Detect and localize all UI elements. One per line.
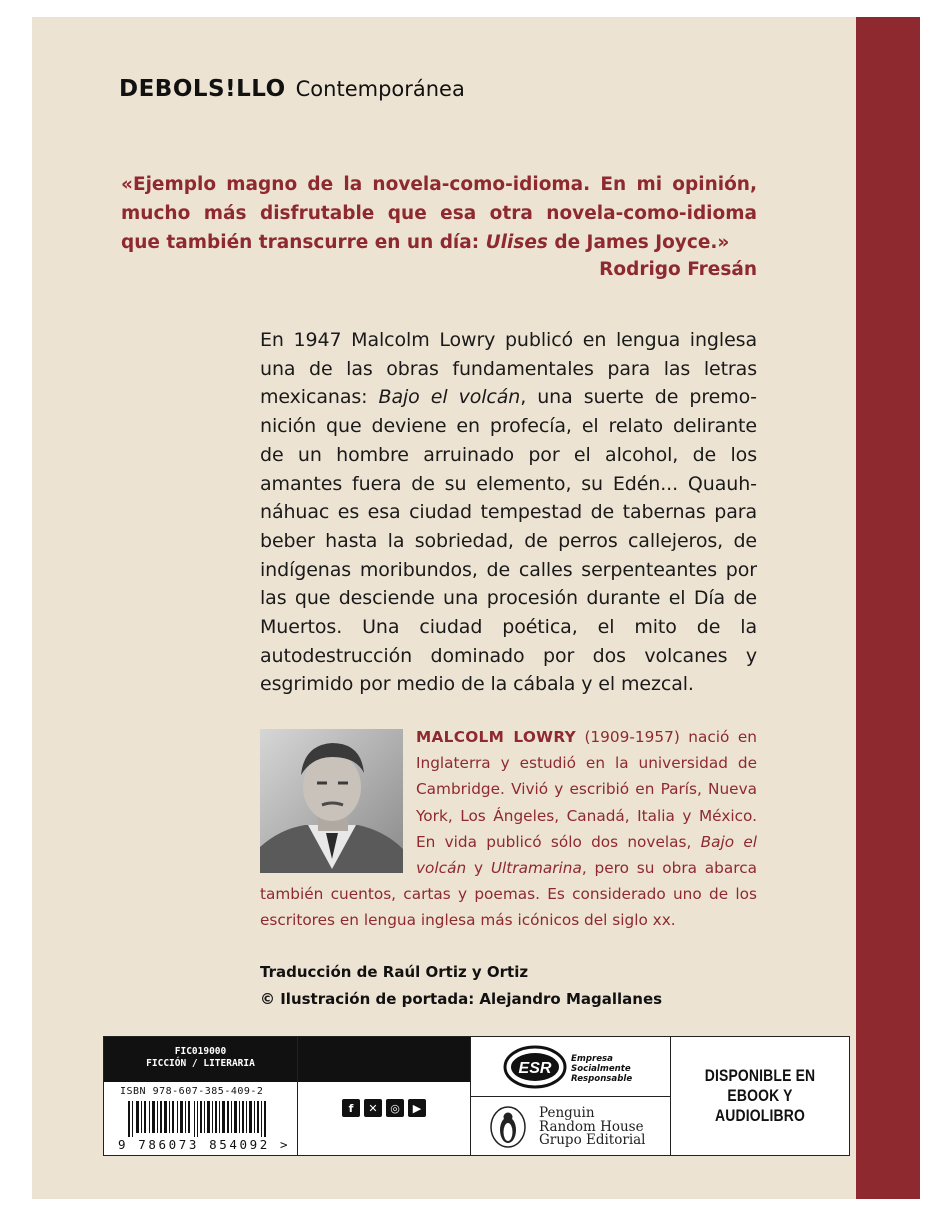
barcode	[128, 1101, 276, 1137]
bio-book-2: Ultramarina	[490, 859, 582, 878]
esr-badge-text: ESR	[518, 1060, 552, 1077]
publisher-logos-panel	[471, 1037, 671, 1155]
bio-text-1: (1909-1957) nació en Inglaterra y estudió en la universidad de Cambridge. Vivió y escribió en París, Nueva York, Los Ángeles, Canadá, Italia y México. En vida publicó sólo dos novelas,	[416, 728, 757, 851]
penguin-icon	[489, 1105, 527, 1149]
esr-line-3: Responsable	[571, 1074, 633, 1084]
collection-name: Contemporánea	[295, 77, 465, 101]
author-bio	[260, 724, 757, 934]
social-panel	[298, 1037, 471, 1155]
category-box	[104, 1037, 297, 1082]
isbn-label: ISBN 978-607-385-409-2	[120, 1086, 264, 1097]
publisher-brand: DEBOLS!LLO	[119, 76, 286, 102]
credits	[260, 959, 662, 1013]
prh-wordmark	[539, 1107, 646, 1148]
quote-book-title: Ulises	[485, 232, 548, 253]
bottom-info-bar	[103, 1036, 850, 1156]
esr-line-1: Empresa	[571, 1054, 613, 1064]
blurb-quote	[121, 170, 757, 257]
bio-book-1: Bajo el volcán	[416, 832, 757, 878]
bio-connector: y	[466, 859, 491, 878]
availability-line-1: DISPONIBLE EN	[704, 1066, 816, 1085]
social-header-block	[298, 1037, 470, 1082]
category-label: FICCIÓN / LITERARIA	[146, 1058, 255, 1069]
availability-panel	[671, 1037, 849, 1155]
isbn-panel	[104, 1037, 298, 1155]
synopsis-book-title: Bajo el volcán	[378, 386, 521, 409]
quote-text-after: de James Joyce.»	[547, 232, 730, 253]
prh-line-3: Grupo Editorial	[539, 1132, 646, 1148]
esr-logo	[471, 1037, 670, 1097]
instagram-icon[interactable]: ◎	[386, 1099, 404, 1117]
esr-badge-icon	[503, 1045, 567, 1089]
author-name: MALCOLM LOWRY	[416, 728, 576, 746]
synopsis-part-1: En 1947 Malcolm Lowry publicó en lengua inglesa una de las obras fundamentales para las letras mexicanas:	[260, 329, 757, 409]
synopsis-part-2: , una suerte de premonición que deviene en profecía, el relato delirante de un hombre arruinado por el alcohol, de los amantes fuera de su elemento, su Edén... Quauhnáhuac es esa ciudad tempestad de tabernas para beber hasta la sobriedad, de perros callejeros, de indígenas moribundos, de calles serpenteantes por las que desciende una procesión durante el Día de Muertos. Una ciudad poética, el mito de la autodestrucción dominado por dos volcanes y esgrimido por medio de la cábala y el mezcal.	[260, 386, 757, 696]
translation-credit: Traducción de Raúl Ortiz y Ortiz	[260, 963, 529, 981]
prh-line-1: Penguin	[539, 1105, 595, 1121]
bio-text-2: , pero su obra abarca también cuentos, cartas y poemas. Es considerado uno de los escritores en lengua inglesa más icónicos del siglo xx.	[260, 859, 758, 930]
spine-band	[856, 17, 920, 1199]
facebook-icon[interactable]: f	[342, 1099, 360, 1117]
quote-text-before: «Ejemplo magno de la novela-como-idioma. En mi opinión, mucho más disfrutable que esa otra novela-como-idioma que también transcurre en un día:	[121, 174, 757, 253]
esr-text	[571, 1054, 632, 1084]
category-code: FIC019000	[174, 1046, 227, 1057]
barcode-digits: 9 786073 854092 >	[118, 1137, 291, 1152]
availability-line-2: EBOOK Y AUDIOLIBRO	[715, 1086, 805, 1125]
social-icons	[342, 1099, 426, 1117]
prh-line-2: Random House	[539, 1118, 644, 1135]
esr-line-2: Socialmente	[571, 1064, 631, 1074]
x-icon[interactable]: ✕	[364, 1099, 382, 1117]
availability-text	[687, 1066, 833, 1126]
illustration-credit: © Ilustración de portada: Alejandro Magallanes	[260, 990, 663, 1008]
publisher-header	[119, 76, 465, 102]
synopsis	[260, 326, 757, 699]
quote-author: Rodrigo Fresán	[599, 259, 757, 280]
youtube-icon[interactable]: ▶	[408, 1099, 426, 1117]
